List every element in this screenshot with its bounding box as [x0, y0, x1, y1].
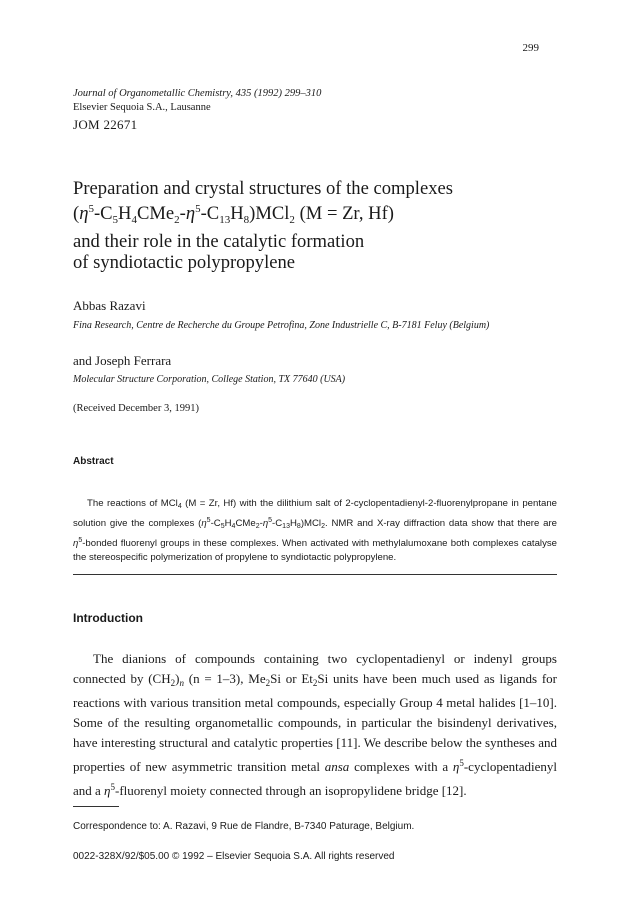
copyright-line: 0022-328X/92/$05.00 © 1992 – Elsevier Sequoia S.A. All rights reserved [73, 851, 395, 862]
publisher: Elsevier Sequoia S.A., Lausanne [73, 102, 211, 113]
introduction-heading: Introduction [73, 611, 143, 625]
received-date: (Received December 3, 1991) [73, 403, 199, 414]
title-line-1: Preparation and crystal structures of the complexes [73, 178, 454, 199]
introduction-text: The dianions of compounds containing two cyclopentadienyl or indenyl groups connected by $(CH_2)_n$ (n = 1–3), $Me_2Si$ or $Et_2Si$ units have been much used as ligands for reactions with various transition metal compounds, especially Group 4 metal halides [1–10]. Some of the resulting organometallic compounds, in particular the bisindenyl derivatives, have interesting structural and catalytic properties [11]. We describe below the syntheses and properties of new asymmetric transition metal ansa complexes with a $\eta^5$-cyclopentadienyl and a $\eta^5$-fluorenyl moiety connected through an isopropylidene bridge [12]. [73, 651, 557, 798]
title-line-4: of syndiotactic polypropylene [73, 252, 296, 273]
title-line-3: and their role in the catalytic formation [73, 231, 365, 252]
author-1: Abbas Razavi [73, 298, 146, 313]
title-line-2-formula: $(\eta^5-C_5H_4CMe_2-\eta^5-C_{13}H_8)MCl_2$ (M = Zr, Hf) [73, 203, 394, 226]
abstract-heading: Abstract [73, 456, 114, 467]
footnote-rule [73, 806, 119, 807]
abstract-text: The reactions of MCl$_4$ (M = Zr, Hf) with the dilithium salt of 2-cyclopentadienyl-2-fluorenylpropane in pentane solution give the complexes $(\eta^5-C_5H_4CMe_2-\eta^5-C_{13}H_8)MCl_2$. NMR and X-ray diffraction data show that there are $\eta^5$-bonded fluorenyl groups in these complexes. When activated with methylalumoxane both complexes catalyse the stereospecific polymerization of propylene to syndiotactic polypropylene. [73, 498, 558, 563]
jom-code: JOM 22671 [73, 117, 138, 132]
journal-citation: Journal of Organometallic Chemistry, 435 (1992) 299–310 [73, 88, 322, 99]
affiliation-1: Fina Research, Centre de Recherche du Groupe Petrofina, Zone Industrielle C, B-7181 Feluy (Belgium) [73, 320, 490, 331]
page-number: 299 [522, 42, 539, 54]
author-2: and Joseph Ferrara [73, 353, 172, 368]
correspondence-note: Correspondence to: A. Razavi, 9 Rue de Flandre, B-7340 Paturage, Belgium. [73, 821, 415, 832]
affiliation-2: Molecular Structure Corporation, College Station, TX 77640 (USA) [73, 374, 346, 385]
article-title [73, 178, 593, 273]
abstract-rule [73, 574, 557, 575]
